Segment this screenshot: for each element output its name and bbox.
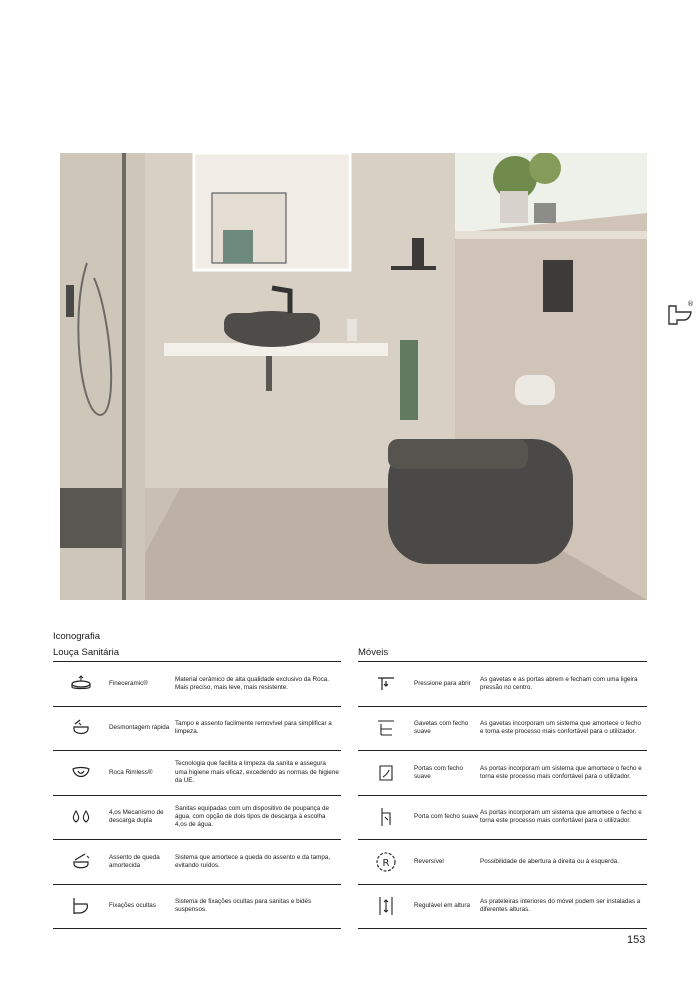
list-item: Pressione para abrir As gavetas e as portas abrem e fecham com uma ligeira pressão no centro. — [358, 662, 647, 707]
fineceramic-icon — [53, 672, 109, 696]
reversible-icon — [358, 850, 414, 874]
soft-close-door-2-icon — [358, 805, 414, 829]
section-title: Iconografia — [53, 631, 101, 642]
page-number: 153 — [627, 934, 646, 946]
list-item: Fixações ocultas Sistema de fixações ocultas para sanitas e bidés suspensos. — [53, 885, 341, 930]
column-title: Louça Sanitária — [53, 647, 341, 662]
rimless-icon — [53, 761, 109, 785]
toilet-tab-icon — [666, 298, 694, 330]
list-item: Assento de queda amortecida Sistema que amortece a queda do assento e da tampa, evitando ruídos. — [53, 840, 341, 885]
hidden-fixings-icon — [53, 894, 109, 918]
list-item: Roca Rimless® Tecnologia que facilita a limpeza da sanita e assegura uma higiene mais eficaz, excedendo as normas de higiene da UE. — [53, 751, 341, 796]
soft-close-door-icon — [358, 761, 414, 785]
list-item: R Reversível Possibilidade de abertura à direita ou à esquerda. — [358, 840, 647, 885]
sanitaryware-column — [53, 647, 341, 929]
list-item: Gavetas com fecho suave As gavetas incorporam um sistema que amortece o fecho e torna este processo mais confortável para o utilizador. — [358, 707, 647, 752]
height-adjustable-icon — [358, 894, 414, 918]
push-open-icon — [358, 672, 414, 696]
list-item: Desmontagem rápida Tampo e assento facilmente removível para simplificar a limpeza. — [53, 707, 341, 752]
soft-close-drawer-icon — [358, 716, 414, 740]
list-item: Porta com fecho suave As portas incorporam um sistema que amortece o fecho e torna este processo mais confortável para o utilizador. — [358, 796, 647, 841]
svg-text:®: ® — [687, 300, 694, 308]
column-title: Móveis — [358, 647, 647, 662]
dual-flush-icon — [53, 805, 109, 829]
list-item: Regulável em altura As prateleiras interiores do móvel podem ser instaladas a diferentes alturas. — [358, 885, 647, 930]
svg-text:R: R — [382, 857, 390, 869]
quick-release-seat-icon — [53, 716, 109, 740]
list-item: 4,os Mecanismo de descarga dupla Sanitas equipadas com um dispositivo de poupança de água, com opção de dois tipos de descarga à escolha 4,os de água. — [53, 796, 341, 841]
list-item: Portas com fecho suave As portas incorporam um sistema que amortece o fecho e torna este processo mais confortável para o utilizador. — [358, 751, 647, 796]
soft-close-seat-icon — [53, 850, 109, 874]
furniture-column — [358, 647, 647, 929]
list-item: Fineceramic® Material cerâmico de alta qualidade exclusivo da Roca. Mais preciso, mais leve, mais resistente. — [53, 662, 341, 707]
bathroom-photo — [60, 153, 647, 600]
